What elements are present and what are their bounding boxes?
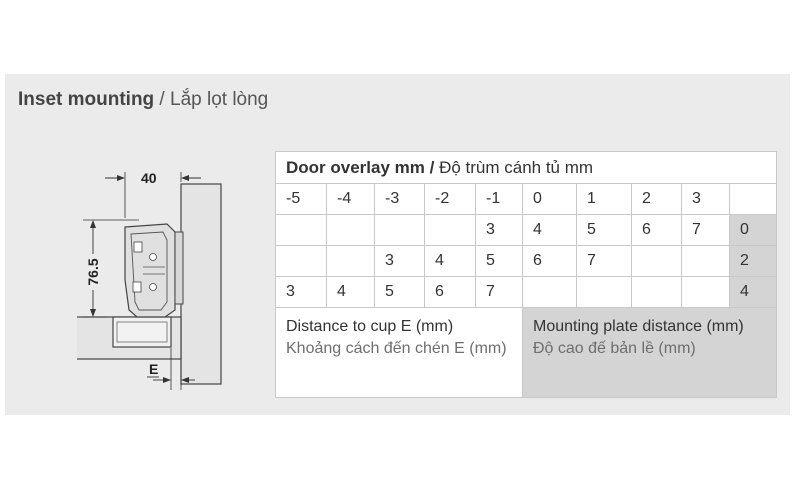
distance-cell: 5: [476, 246, 523, 277]
distance-cell: [276, 215, 327, 246]
section-heading: [18, 89, 268, 111]
distance-cell: 4: [523, 215, 577, 246]
distance-cell: [632, 277, 682, 308]
overlay-cell: -1: [476, 184, 523, 215]
overlay-values-row: [276, 184, 777, 215]
cabinet-side-panel: [181, 184, 221, 384]
distance-cell: 7: [476, 277, 523, 308]
overlay-table: [275, 151, 777, 398]
height-dimension-label: 76.5: [85, 258, 101, 286]
distance-cell: 5: [375, 277, 425, 308]
table-row: [276, 246, 777, 277]
overlay-cell: -3: [375, 184, 425, 215]
table-title-row: [276, 152, 777, 184]
plate-distance-cell: 0: [730, 215, 777, 246]
overlay-cell: 2: [632, 184, 682, 215]
heading-separator: /: [154, 89, 170, 110]
distance-cell: 3: [276, 277, 327, 308]
distance-cell: [327, 215, 375, 246]
distance-cell: 3: [476, 215, 523, 246]
table-title: Door overlay mm / Độ trùm cánh tủ mm: [276, 152, 777, 184]
overlay-cell: 0: [523, 184, 577, 215]
distance-cell: [276, 246, 327, 277]
overlay-cell: -5: [276, 184, 327, 215]
distance-cell: 6: [523, 246, 577, 277]
overlay-cell: 3: [682, 184, 730, 215]
distance-cell: 6: [425, 277, 476, 308]
table-row: [276, 277, 777, 308]
table-row: [276, 215, 777, 246]
heading-english: Inset mounting: [18, 89, 155, 110]
width-dimension-label: 40: [141, 170, 157, 186]
footer-distance-to-cup: Distance to cup E (mm) Khoảng cách đến chén E (mm): [276, 308, 523, 398]
hinge-arm: [125, 224, 175, 317]
hinge-diagram: [77, 162, 237, 394]
overlay-cell: [730, 184, 777, 215]
distance-cell: [577, 277, 632, 308]
distance-e-label: E: [149, 361, 159, 377]
distance-cell: [327, 246, 375, 277]
footer-mounting-plate-distance: Mounting plate distance (mm) Độ cao đế bản lề (mm): [523, 308, 777, 398]
distance-cell: [425, 215, 476, 246]
distance-cell: 5: [577, 215, 632, 246]
distance-cell: [682, 277, 730, 308]
overlay-cell: 1: [577, 184, 632, 215]
distance-cell: 7: [682, 215, 730, 246]
distance-cell: 7: [577, 246, 632, 277]
table-footer-row: [276, 308, 777, 398]
distance-cell: [682, 246, 730, 277]
mounting-plate: [175, 232, 183, 304]
distance-cell: [523, 277, 577, 308]
distance-cell: 4: [327, 277, 375, 308]
distance-cell: [632, 246, 682, 277]
plate-distance-cell: 4: [730, 277, 777, 308]
distance-cell: 4: [425, 246, 476, 277]
distance-cell: 3: [375, 246, 425, 277]
distance-cell: 6: [632, 215, 682, 246]
overlay-cell: -4: [327, 184, 375, 215]
distance-cell: [375, 215, 425, 246]
overlay-cell: -2: [425, 184, 476, 215]
content-panel: [5, 74, 790, 415]
plate-distance-cell: 2: [730, 246, 777, 277]
hinge-cup: [113, 317, 171, 347]
heading-vietnamese: Lắp lọt lòng: [170, 89, 269, 110]
